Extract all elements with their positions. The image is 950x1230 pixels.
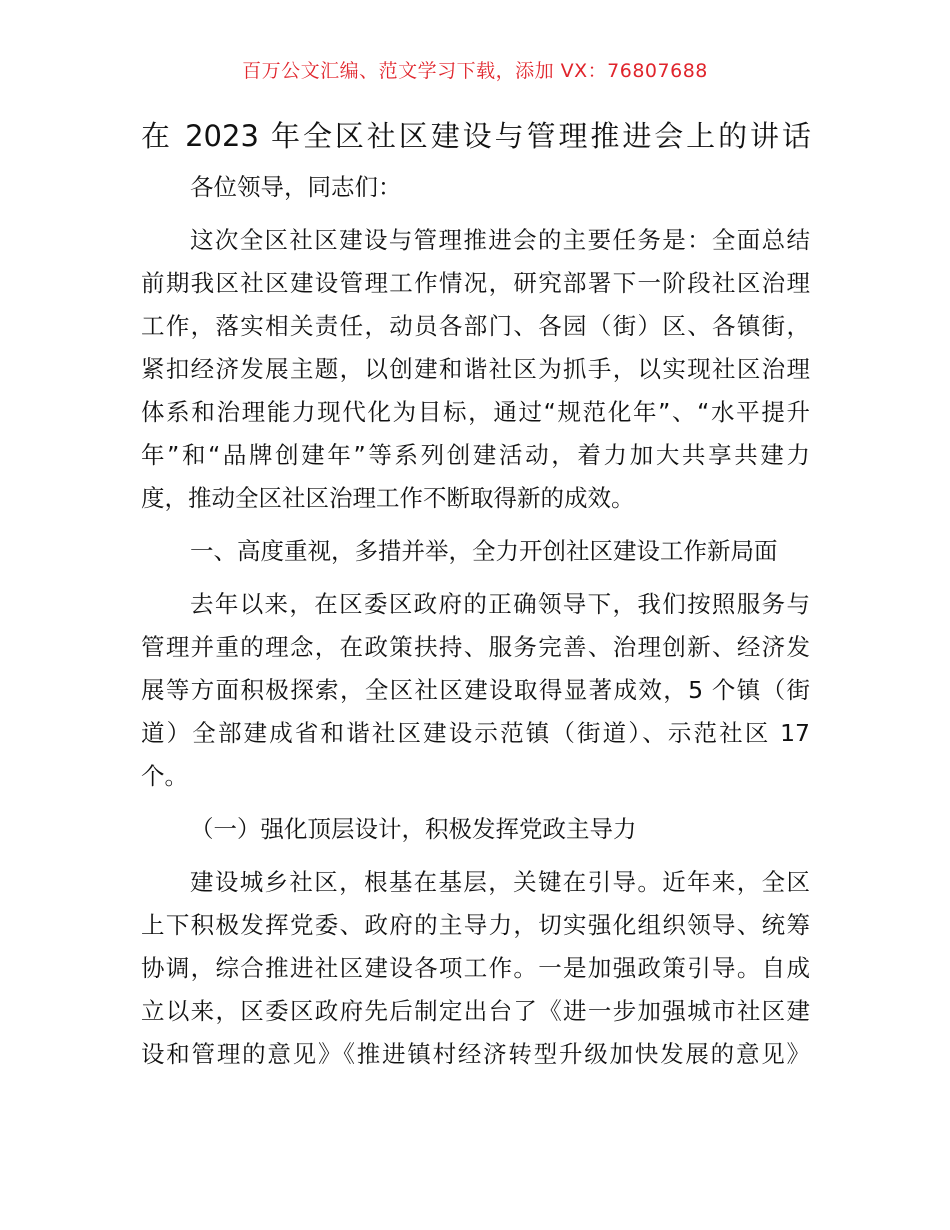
text-line: 工作，落实相关责任，动员各部门、各园（街）区、各镇街，	[141, 312, 810, 340]
text-line: 道）全部建成省和谐社区建设示范镇（街道）、示范社区 17	[141, 719, 810, 747]
paragraph	[141, 583, 810, 798]
text-line: 设和管理的意见》《推进镇村经济转型升级加快发展的意见》	[141, 1040, 810, 1068]
paragraph	[141, 166, 810, 209]
paragraph	[141, 219, 810, 520]
text-line: 上下积极发挥党委、政府的主导力，切实强化组织领导、统筹	[141, 911, 810, 939]
text-line: 建设城乡社区，根基在基层，关键在引导。近年来，全区	[190, 868, 810, 896]
text-line: 协调，综合推进社区建设各项工作。一是加强政策引导。自成	[141, 954, 810, 982]
text-line: 度，推动全区社区治理工作不断取得新的成效。	[141, 484, 635, 512]
text-line: （一）强化顶层设计，积极发挥党政主导力	[190, 815, 637, 843]
text-line: 去年以来，在区委区政府的正确领导下，我们按照服务与	[190, 590, 810, 618]
paragraph	[141, 808, 810, 851]
text-line: 年”和“品牌创建年”等系列创建活动，着力加大共享共建力	[141, 441, 810, 469]
text-line: 立以来，区委区政府先后制定出台了《进一步加强城市社区建	[141, 997, 810, 1025]
paragraph	[141, 530, 810, 573]
text-line: 各位领导，同志们：	[190, 173, 402, 201]
text-line: 一、高度重视，多措并举，全力开创社区建设工作新局面	[190, 537, 778, 565]
text-line: 个。	[141, 762, 188, 790]
text-line: 管理并重的理念，在政策扶持、服务完善、治理创新、经济发	[141, 633, 810, 661]
text-line: 展等方面积极探索，全区社区建设取得显著成效，5 个镇（街	[141, 676, 810, 704]
text-line: 前期我区社区建设管理工作情况，研究部署下一阶段社区治理	[141, 269, 810, 297]
text-line: 紧扣经济发展主题，以创建和谐社区为抓手，以实现社区治理	[141, 355, 810, 383]
text-line: 体系和治理能力现代化为目标，通过“规范化年”、“水平提升	[141, 398, 810, 426]
paragraph	[141, 861, 810, 1076]
document-title: 在 2023 年全区社区建设与管理推进会上的讲话	[141, 119, 811, 153]
text-line: 这次全区社区建设与管理推进会的主要任务是：全面总结	[190, 226, 810, 254]
watermark-banner: 百万公文汇编、范文学习下载，添加 VX：76807688	[242, 60, 708, 82]
document-body	[141, 166, 810, 1086]
